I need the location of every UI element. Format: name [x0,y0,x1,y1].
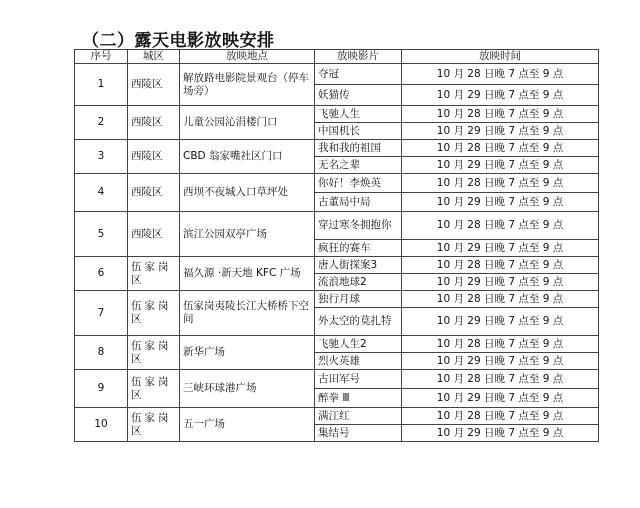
row-time: 10 月 29 日晚 7 点至 9 点 [402,123,599,140]
table-row [75,212,599,240]
header-location: 放映地点 [180,50,315,64]
row-time: 10 月 28 日晚 7 点至 9 点 [402,106,599,123]
table-row [75,370,599,389]
table-row [75,257,599,274]
row-time: 10 月 28 日晚 7 点至 9 点 [402,140,599,157]
row-number: 4 [75,174,128,212]
row-district: 伍家岗区 [128,291,180,336]
row-number: 8 [75,336,128,370]
row-time: 10 月 28 日晚 7 点至 9 点 [402,257,599,274]
row-location: 伍家岗夷陵长江大桥桥下空间 [180,291,315,336]
table-row [75,174,599,193]
row-time: 10 月 29 日晚 7 点至 9 点 [402,85,599,106]
row-number: 5 [75,212,128,257]
row-location: 福久源 ·新天地 KFC 广场 [180,257,315,291]
row-time: 10 月 28 日晚 7 点至 9 点 [402,174,599,193]
row-film: 妖猫传 [315,85,402,106]
row-time: 10 月 28 日晚 7 点至 9 点 [402,212,599,240]
row-district: 伍家岗区 [128,336,180,370]
row-time: 10 月 29 日晚 7 点至 9 点 [402,240,599,257]
header-no: 序号 [75,50,128,64]
row-time: 10 月 29 日晚 7 点至 9 点 [402,193,599,212]
row-location: 五一广场 [180,408,315,442]
row-number: 2 [75,106,128,140]
row-number: 6 [75,257,128,291]
table-row [75,291,599,308]
table-row [75,64,599,85]
row-district: 伍家岗区 [128,257,180,291]
row-district: 西陵区 [128,212,180,257]
row-film: 古田军号 [315,370,402,389]
table-row [75,140,599,157]
row-film: 醉拳 Ⅲ [315,389,402,408]
row-time: 10 月 28 日晚 7 点至 9 点 [402,291,599,308]
row-film: 我和我的祖国 [315,140,402,157]
row-film: 古董局中局 [315,193,402,212]
row-film: 唐人街探案3 [315,257,402,274]
table-row [75,106,599,123]
row-film: 流浪地球2 [315,274,402,291]
table-row [75,336,599,353]
header-film: 放映影片 [315,50,402,64]
row-film: 无名之辈 [315,157,402,174]
row-time: 10 月 29 日晚 7 点至 9 点 [402,389,599,408]
row-district: 西陵区 [128,106,180,140]
row-location: 西坝不夜城入口草坪处 [180,174,315,212]
row-time: 10 月 28 日晚 7 点至 9 点 [402,370,599,389]
row-location: 三峡环球港广场 [180,370,315,408]
row-film: 集结号 [315,425,402,442]
row-film: 疯狂的赛车 [315,240,402,257]
row-district: 西陵区 [128,174,180,212]
row-film: 烈火英雄 [315,353,402,370]
row-location: CBD 翁家嘴社区门口 [180,140,315,174]
row-film: 飞驰人生2 [315,336,402,353]
row-number: 10 [75,408,128,442]
row-number: 7 [75,291,128,336]
row-film: 飞驰人生 [315,106,402,123]
header-district: 城区 [128,50,180,64]
row-time: 10 月 29 日晚 7 点至 9 点 [402,353,599,370]
row-district: 伍家岗区 [128,408,180,442]
row-district: 西陵区 [128,140,180,174]
row-number: 1 [75,64,128,106]
row-film: 满江红 [315,408,402,425]
row-location: 解放路电影院景观台（停车场旁） [180,64,315,106]
row-district: 伍家岗区 [128,370,180,408]
header-time: 放映时间 [402,50,599,64]
section-title: （二）露天电影放映安排 [82,31,275,51]
row-time: 10 月 28 日晚 7 点至 9 点 [402,336,599,353]
screening-schedule-table [74,49,599,442]
row-district: 西陵区 [128,64,180,106]
table-row [75,408,599,425]
row-number: 3 [75,140,128,174]
row-time: 10 月 28 日晚 7 点至 9 点 [402,408,599,425]
row-film: 外太空的莫扎特 [315,308,402,336]
row-location: 儿童公园沁涓楼门口 [180,106,315,140]
row-time: 10 月 29 日晚 7 点至 9 点 [402,274,599,291]
row-film: 夺冠 [315,64,402,85]
row-film: 中国机长 [315,123,402,140]
row-time: 10 月 28 日晚 7 点至 9 点 [402,64,599,85]
schedule-body [75,64,599,442]
row-film: 穿过寒冬拥抱你 [315,212,402,240]
row-film: 你好！李焕英 [315,174,402,193]
row-location: 滨江公园双亭广场 [180,212,315,257]
row-time: 10 月 29 日晚 7 点至 9 点 [402,425,599,442]
row-film: 独行月球 [315,291,402,308]
row-time: 10 月 29 日晚 7 点至 9 点 [402,157,599,174]
row-location: 新华广场 [180,336,315,370]
row-number: 9 [75,370,128,408]
row-time: 10 月 29 日晚 7 点至 9 点 [402,308,599,336]
table-header-row [75,50,599,64]
